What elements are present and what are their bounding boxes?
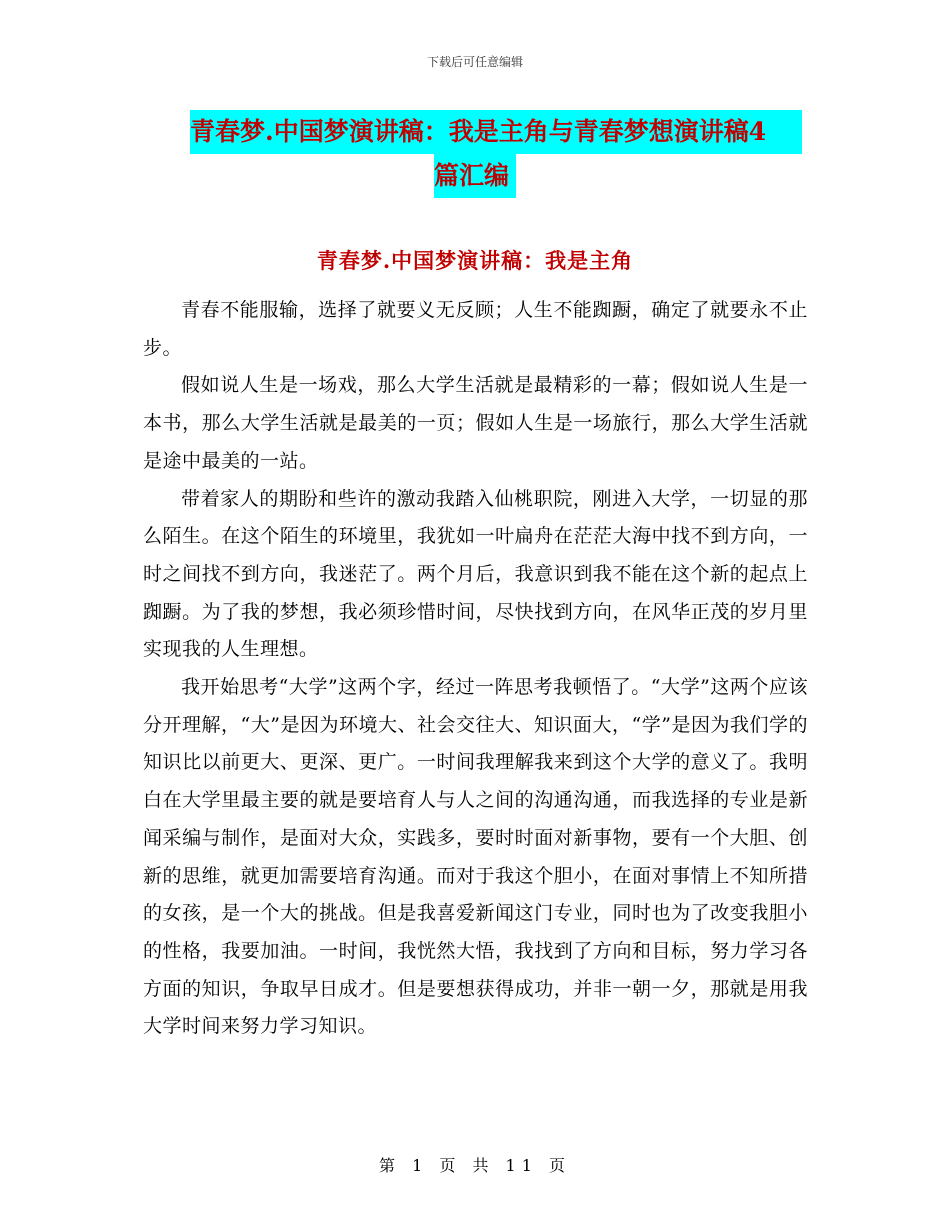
document-title-line-1: 青春梦.中国梦演讲稿：我是主角与青春梦想演讲稿4 <box>190 110 802 154</box>
document-title-line-2: 篇汇编 <box>434 154 516 198</box>
header-note: 下载后可任意编辑 <box>426 55 523 69</box>
paragraph-2: 假如说人生是一场戏，那么大学生活就是最精彩的一幕；假如说人生是一本书，那么大学生活就是最美的一页；假如人生是一场旅行，那么大学生活就是途中最美的一站。 <box>143 374 808 472</box>
paragraph-4: 我开始思考“大学”这两个字，经过一阵思考我顿悟了。“大学”这两个应该分开理解，“大”是因为环境大、社会交往大、知识面大，“学”是因为我们学的知识比以前更大、更深、更广。一时间我理解我来到这个大学的意义了。我明白在大学里最主要的就是要培育人与人之间的沟通沟通，而我选择的专业是新闻采编与制作，是面对大众，实践多，要时时面对新事物，要有一个大胆、创新的思维，就更加需要培育沟通。而对于我这个胆小，在面对事情上不知所措的女孩，是一个大的挑战。但是我喜爱新闻这门专业，同时也为了改变我胆小的性格，我要加油。一时间，我恍然大悟，我找到了方向和目标，努力学习各方面的知识，争取早日成才。但是要想获得成功，并非一朝一夕，那就是用我大学时间来努力学习知识。 <box>143 676 808 1038</box>
document-title <box>190 110 815 198</box>
section-title: 青春梦.中国梦演讲稿：我是主角 <box>316 248 634 273</box>
body-text <box>143 292 808 1046</box>
paragraph-1: 青春不能服输，选择了就要义无反顾；人生不能踟蹰，确定了就要永不止步。 <box>143 299 808 359</box>
paragraph-3: 带着家人的期盼和些许的激动我踏入仙桃职院，刚进入大学，一切显的那么陌生。在这个陌生的环境里，我犹如一叶扁舟在茫茫大海中找不到方向，一时之间找不到方向，我迷茫了。两个月后，我意识到我不能在这个新的起点上踟蹰。为了我的梦想，我必须珍惜时间，尽快找到方向，在风华正茂的岁月里实现我的人生理想。 <box>143 487 808 661</box>
page-number-footer: 第 1 页 共 11 页 <box>379 1156 571 1175</box>
